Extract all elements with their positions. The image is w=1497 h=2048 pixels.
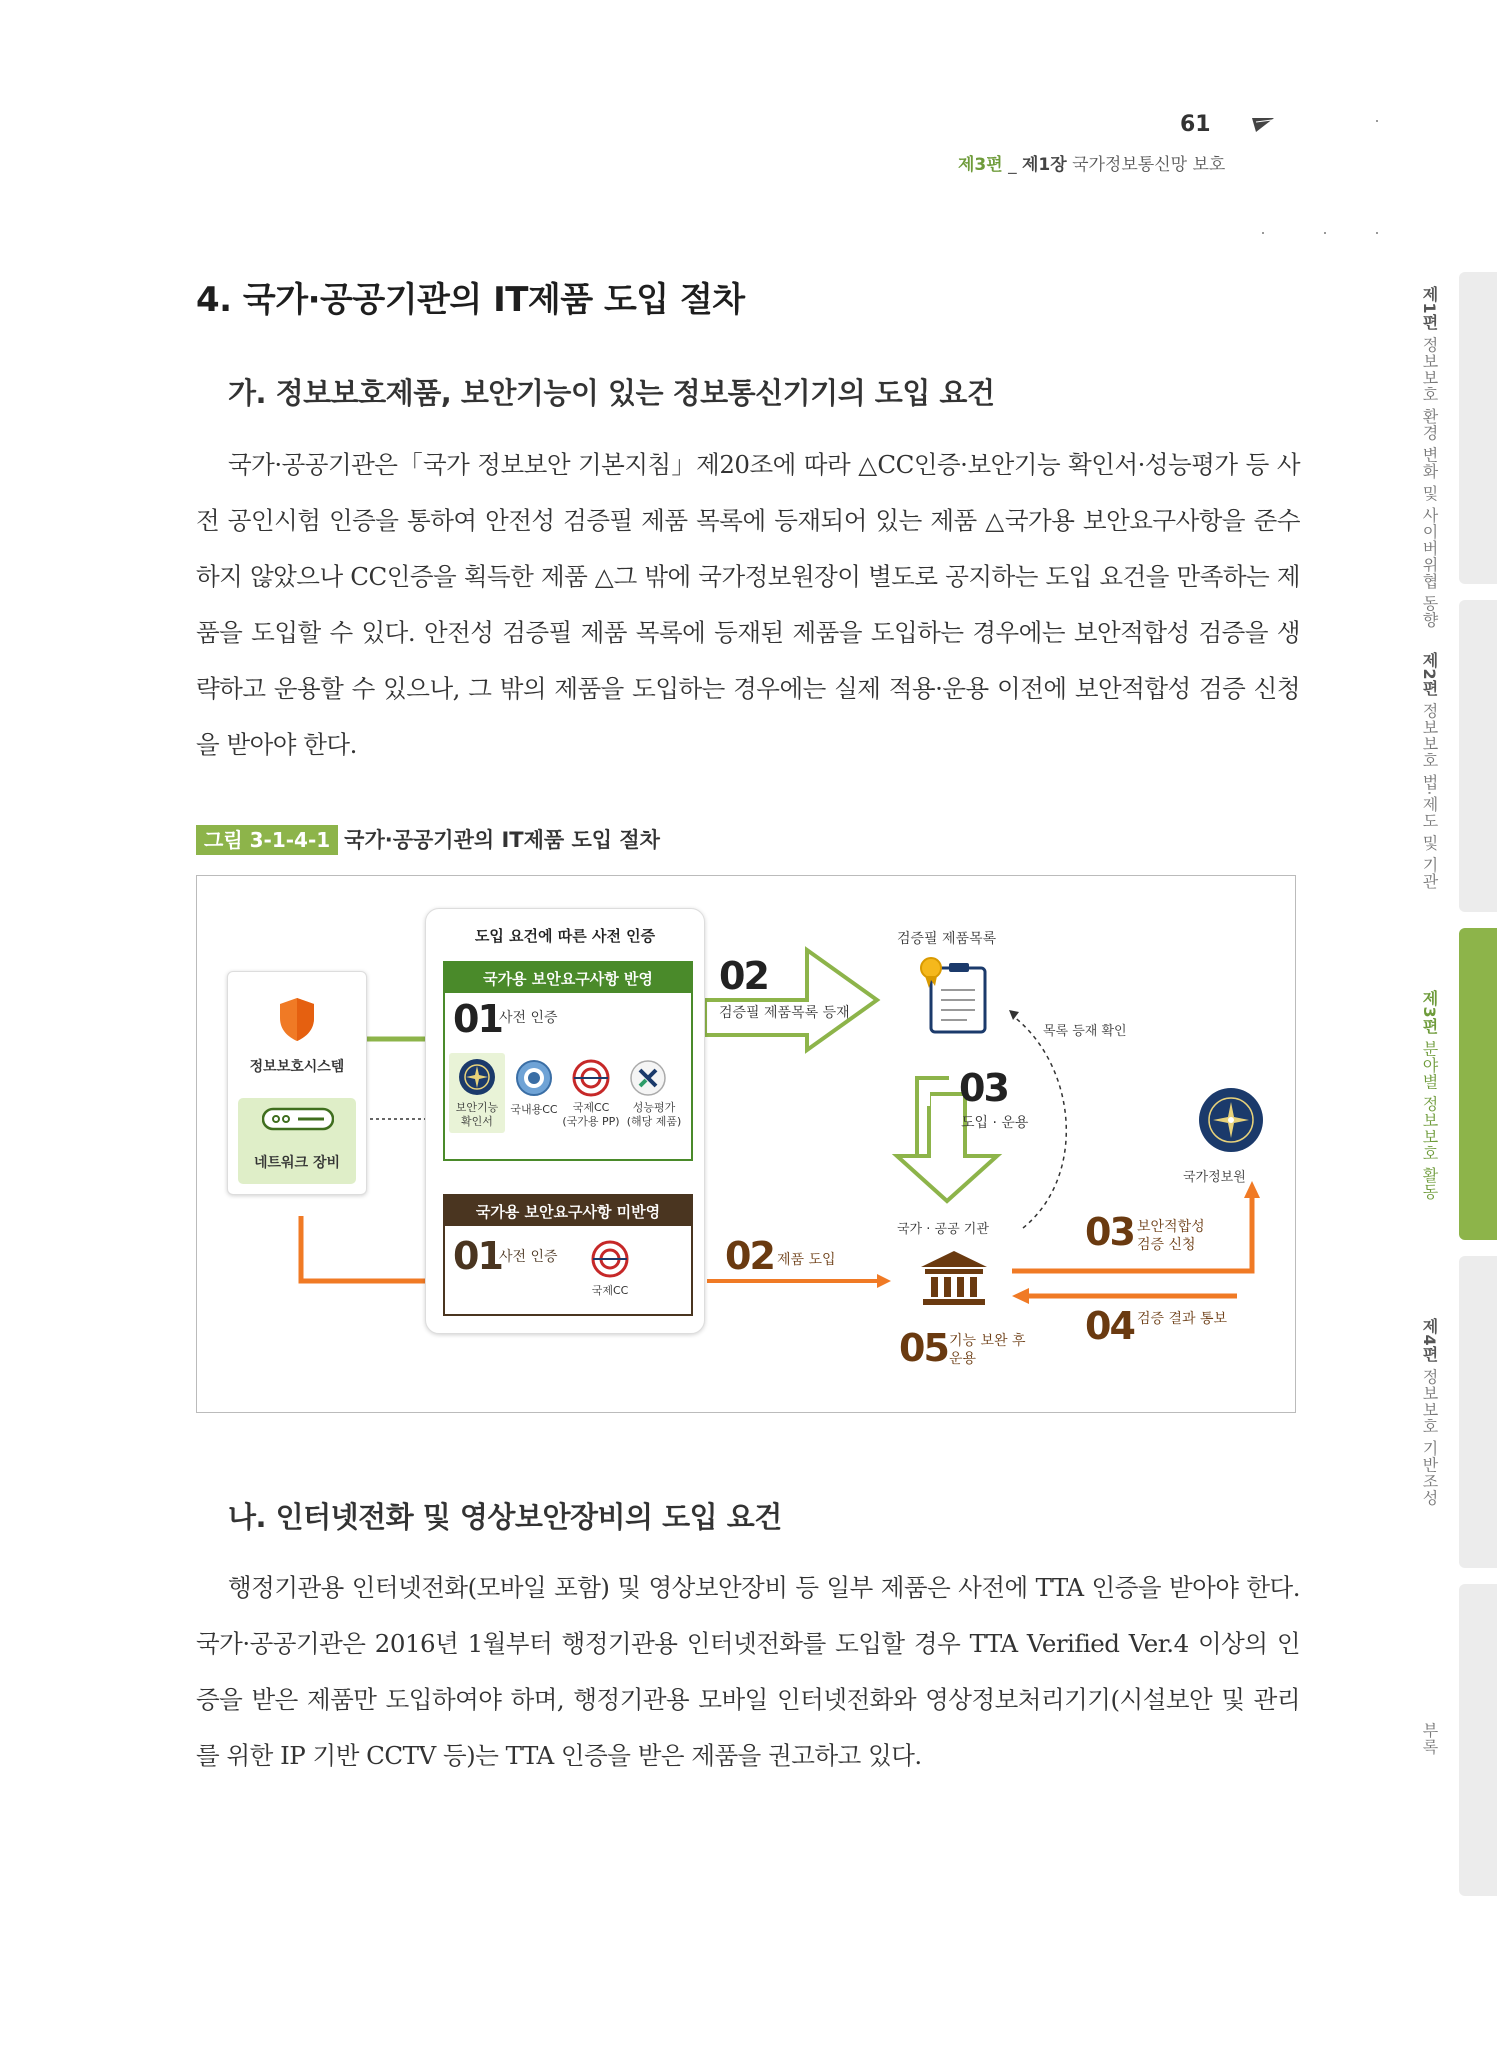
- international-cc-logo-icon: [572, 1059, 610, 1097]
- figure-frame: [196, 875, 1296, 1413]
- reflect-step-number: 01: [453, 997, 502, 1041]
- government-building-icon: [919, 1249, 989, 1307]
- corner-mark-icon: [1252, 118, 1274, 132]
- cert-label-performance: 성능평가 (해당 제품): [626, 1101, 682, 1128]
- pre-certification-title: 도입 요건에 따른 사전 인증: [474, 927, 656, 945]
- step02-bottom-number: 02: [725, 1234, 774, 1278]
- section-title: 4. 국가·공공기관의 IT제품 도입 절차: [196, 280, 745, 320]
- cert-label-security-function: 보안기능 확인서: [455, 1101, 499, 1128]
- step05-label: 기능 보완 후 운용: [949, 1333, 1026, 1367]
- dot: [1324, 232, 1326, 234]
- side-tab-label-1: 제1편 정보보호 환경 변화 및 사이버위협 동향: [1420, 286, 1439, 629]
- step04-label: 검증 결과 통보: [1137, 1311, 1228, 1327]
- verified-list-label: 검증필 제품목록: [897, 931, 997, 947]
- nonreflect-cert-label: 국제CC: [591, 1284, 629, 1297]
- reflect-header: 국가용 보안요구사항 반영: [483, 970, 653, 988]
- step03b-label: 보안적합성 검증 신청: [1137, 1219, 1205, 1253]
- item-security-system: 정보보호시스템: [249, 1059, 345, 1075]
- nonreflect-step-number: 01: [453, 1234, 502, 1278]
- subsection-a-title: 가. 정보보호제품, 보안기능이 있는 정보통신기기의 도입 요건: [228, 376, 995, 410]
- figure-number: 그림 3-1-4-1: [196, 825, 338, 855]
- item-network-equipment: 네트워크 장비: [253, 1155, 341, 1171]
- header-chapter-title: 국가정보통신망 보호: [1066, 155, 1226, 175]
- header-part: 제3편: [958, 155, 1003, 175]
- nis-label: 국가정보원: [1183, 1170, 1246, 1185]
- step02-bottom-label: 제품 도입: [777, 1252, 836, 1268]
- dot: [1376, 120, 1378, 122]
- security-function-seal-icon: [457, 1057, 497, 1097]
- reflect-box: [443, 961, 693, 1161]
- header-chapter: 제1장: [1022, 155, 1067, 175]
- step05-number: 05: [899, 1326, 948, 1370]
- nonreflect-step-label: 사전 인증: [499, 1249, 558, 1265]
- clipboard-icon: [919, 956, 989, 1036]
- network-device-icon: [262, 1106, 334, 1132]
- subsection-b-title: 나. 인터넷전화 및 영상보안장비의 도입 요건: [228, 1500, 782, 1534]
- step02-top-label: 검증필 제품목록 등재: [719, 1005, 850, 1021]
- subsection-a-text: 국가·공공기관은「국가 정보보안 기본지침」제20조에 따라 △CC인증·보안기능 확인서·성능평가 등 사전 공인시험 인증을 통하여 안전성 검증필 제품 목록에 등재되어 있는 제품 △국가용 보안요구사항을 준수하지 않았으나 CC인증을 획득한 제품 △그 밖에 국가정보원장이 별도로 공지하는 도입 요건을 만족하는 제품을 도입할 수 있다. 안전성 검증필 제품 목록에 등재된 제품을 도입하는 경우에는 보안적합성 검증을 생략하고 운용할 수 있으나, 그 밖의 제품을 도입하는 경우에는 실제 적용·운용 이전에 보안적합성 검증 신청을 받아야 한다.: [196, 450, 1300, 759]
- device-group: [227, 971, 367, 1195]
- figure-caption: [196, 824, 660, 854]
- side-tab-1[interactable]: [1459, 272, 1497, 584]
- side-tab-label-4: 제4편 정보보호 기반조성: [1420, 1318, 1439, 1506]
- side-tab-label-3: 제3편 분야별 정보보호 활동: [1420, 990, 1439, 1200]
- side-tab-5[interactable]: [1459, 1584, 1497, 1896]
- nis-emblem-icon: [1197, 1086, 1265, 1154]
- nonreflect-header: 국가용 보안요구사항 미반영: [475, 1203, 661, 1221]
- international-cc-logo-icon: [591, 1240, 629, 1278]
- side-tab-label-2: 제2편 정보보호 법·제도 및 기관: [1420, 652, 1439, 890]
- agency-label: 국가 · 공공 기관: [897, 1222, 989, 1237]
- dot: [1262, 232, 1264, 234]
- side-tab-2[interactable]: [1459, 600, 1497, 912]
- cert-label-domestic-cc: 국내용CC: [510, 1103, 558, 1116]
- shield-icon: [278, 996, 316, 1042]
- step03-label: 도입 · 운용: [961, 1115, 1029, 1131]
- domestic-cc-logo-icon: [515, 1059, 553, 1097]
- step03-number: 03: [959, 1066, 1008, 1110]
- chapter-header: [958, 150, 1225, 175]
- side-tab-4[interactable]: [1459, 1256, 1497, 1568]
- header-separator: _: [1002, 155, 1022, 175]
- step03b-number: 03: [1085, 1210, 1134, 1254]
- step02-top-number: 02: [719, 954, 768, 998]
- cert-label-international-cc: 국제CC (국가용 PP): [562, 1101, 620, 1128]
- side-tab-3[interactable]: [1459, 928, 1497, 1240]
- performance-eval-logo-icon: [629, 1059, 667, 1097]
- nonreflect-box: [443, 1194, 693, 1316]
- figure-title: 국가·공공기관의 IT제품 도입 절차: [344, 828, 660, 852]
- arrow-adopt-operate: [897, 1094, 997, 1201]
- page-number: 61: [1180, 112, 1211, 137]
- step04-number: 04: [1085, 1304, 1134, 1348]
- list-confirm-label: 목록 등재 확인: [1043, 1024, 1127, 1039]
- side-tab-label-5: 부록: [1420, 1722, 1439, 1755]
- dot: [1376, 232, 1378, 234]
- reflect-step-label: 사전 인증: [499, 1010, 558, 1026]
- subsection-b-text: 행정기관용 인터넷전화(모바일 포함) 및 영상보안장비 등 일부 제품은 사전에 TTA 인증을 받아야 한다. 국가·공공기관은 2016년 1월부터 행정기관용 인터넷전화를 도입할 경우 TTA Verified Ver.4 이상의 인증을 받은 제품만 도입하여야 하며, 행정기관용 모바일 인터넷전화와 영상정보처리기기(시설보안 및 관리를 위한 IP 기반 CCTV 등)는 TTA 인증을 받은 제품을 권고하고 있다.: [196, 1573, 1300, 1770]
